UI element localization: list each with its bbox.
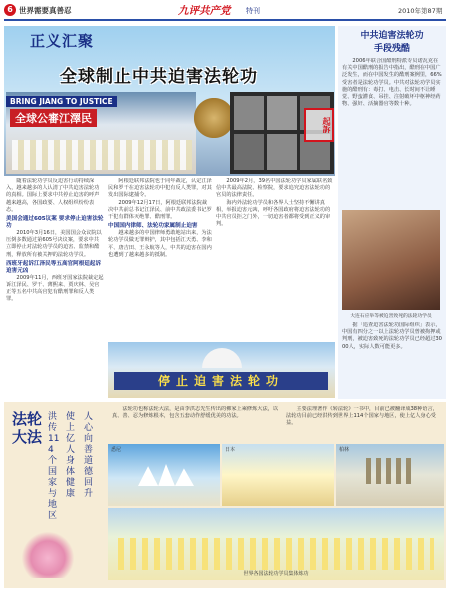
bottom-intro-b: 主要法理著作《转法轮》一书中，目前已被翻译成38种语言，法轮功目前已经洪传到世界上114个国家与地区，使上亿人身心受益。	[286, 406, 438, 427]
portrait-1	[234, 96, 264, 130]
rally-banner: 停止迫害法轮功	[114, 372, 328, 390]
opera-house	[138, 464, 194, 486]
sidebar-paragraph-1: 2006年联合国酷刑特派专员诺瓦克在有关中国酷刑的报告中指出，酷刑在中国广泛发生，而在中国发生的酷刑案例里，66%受害者是法轮功学员。中共对法轮功学员实施的酷刑有：毒打、电击、长时间不让睡觉、野蛮灌食、吊挂、注射破坏中枢神经药物、强奸、活摘器官等数十种。	[342, 58, 442, 108]
capitol-dome	[202, 348, 242, 368]
bottom-photo-wide	[108, 508, 444, 580]
gavel-area	[194, 98, 234, 138]
bottom-photo-3	[336, 444, 444, 506]
col2-subhead: 中国国内律师、法轮功家属制止迫害	[108, 223, 198, 230]
bottom-photo-1	[108, 444, 220, 506]
lotus-decoration	[18, 528, 78, 578]
banner-photo	[6, 92, 196, 174]
sidebar-subtitle: 手段残酷	[373, 44, 410, 54]
col3-paragraph-1: 2009年2月，39名中国法轮功学员家属联名致信中共最高法院、检察院，要求追究迫害法轮功的官员的法律责任。	[216, 178, 333, 199]
col2-paragraph-2: 2009年12月17日，阿根廷联邦法院裁决中共前总书记江泽民、前中共政法委书记罗干犯有群体灭绝罪、酷刑罪。	[108, 199, 212, 221]
practitioners	[118, 538, 434, 570]
col1-intro: 随着法轮功学员反迫害行动持续深入，越来越多的人认清了中共迫害法轮功的真相。国际上要求中共停止迫害的呼声越来越高，各国政要、人权组织纷纷表态。	[6, 178, 100, 213]
bottom-left-title: 法轮大法	[11, 410, 42, 446]
portrait-5	[267, 134, 297, 170]
portrait-2	[267, 96, 297, 130]
rally-photo	[108, 342, 335, 398]
banner-text-1: BRING JIANG TO JUSTICE	[6, 96, 117, 107]
col1-paragraph-2: 2009年11月，西班牙国家法院裁定起诉江泽民、罗干、薄熙来、贾庆林、吴官正等五名中共高官犯有酷刑罪和反人类罪。	[6, 274, 104, 303]
portrait-4	[234, 134, 264, 170]
bottom-intro-a: 法轮功也称法轮大法，是由李洪志先生传出的佛家上乘修炼大法，以真、善、忍为修炼根本，包含五套动作舒缓优美的功法。	[112, 406, 279, 420]
indictment-stamp: 起訴	[304, 108, 334, 142]
article-col-1	[6, 178, 104, 396]
bottom-photo-caption: 世界各国法轮功学员集体炼功	[243, 571, 309, 577]
page-number-badge: 6	[4, 4, 16, 16]
col1-subhead-2: 西班牙起诉江泽民等五高官阿根廷起诉迫害元凶	[6, 260, 102, 274]
kicker: 正义汇聚	[30, 32, 95, 50]
sidebar-photo	[342, 210, 440, 310]
col2-paragraph-3: 越来越多的中国律师勇敢地站出来，为法轮功学员做无罪辩护，其中包括江天勇、李和平、唐吉田、王永航等人，中共的迫害在国内也遭到了越来越多的抵制。	[108, 230, 212, 258]
bottom-section	[4, 402, 446, 588]
sidebar-title: 中共迫害法轮功	[360, 31, 424, 41]
bottom-photo-1-label: 悉尼	[111, 447, 122, 453]
banner-text-2: 全球公審江澤民	[10, 109, 97, 127]
bottom-photo-2-label: 日本	[225, 447, 236, 453]
sidebar-photo-caption: 大连石应举等被迫害致死的法轮功学员	[350, 314, 432, 319]
sidebar-paragraph-2: 据「追查迫害法轮功国际组织」表示，中国有四分之一以上法轮功学员曾被拘押或判刑，被迫害致死的法轮功学员已经超过3000人，实际人数可能更多。	[342, 322, 442, 350]
section-title: 世界需要真善忍	[19, 6, 72, 15]
col2-paragraph-1: 阿根廷联邦法院也于同年裁定，认定江泽民和罗干在迫害法轮功中犯有反人类罪，对其发出国际逮捕令。	[108, 178, 212, 199]
brandenburg-gate	[366, 458, 416, 484]
hero-panel	[4, 26, 335, 176]
issue-label: 2010年第87期	[398, 7, 443, 15]
publication-title: 九评共产党	[178, 5, 231, 17]
marchers	[12, 140, 192, 170]
verse-col-1: 人心向善 道德回升	[84, 412, 94, 499]
headline: 全球制止中共迫害法轮功	[60, 67, 258, 87]
article-col-2	[108, 178, 212, 338]
verse-col-3: 洪传114个国家与地区	[48, 412, 60, 521]
page-header	[0, 0, 450, 26]
bottom-photo-3-label: 柏林	[339, 447, 350, 453]
sidebar-panel	[338, 26, 446, 399]
bottom-photo-2	[222, 444, 334, 506]
col3-paragraph-2: 海内外法轮功学员和各界人士坚持不懈讲真相，举报迫害元凶，呼吁各国政府将迫害法轮功的中共官员拒之门外，一切迫害者都将受到正义的审判。	[216, 199, 331, 228]
col1-paragraph-1: 2010年3月16日，美国国会众议院以压倒多数通过第605号决议案，要求中共立即停止对法轮功学员的迫害、监禁和酷刑，释放所有被关押的法轮功学员。	[6, 230, 102, 258]
col1-subhead-1: 美国会通过605议案 要求停止迫害法轮功	[6, 216, 104, 230]
header-rule	[4, 19, 446, 21]
publication-special: 特刊	[246, 7, 260, 15]
article-col-3	[216, 178, 334, 338]
verse-col-2: 使上亿人身体健康	[66, 412, 76, 499]
